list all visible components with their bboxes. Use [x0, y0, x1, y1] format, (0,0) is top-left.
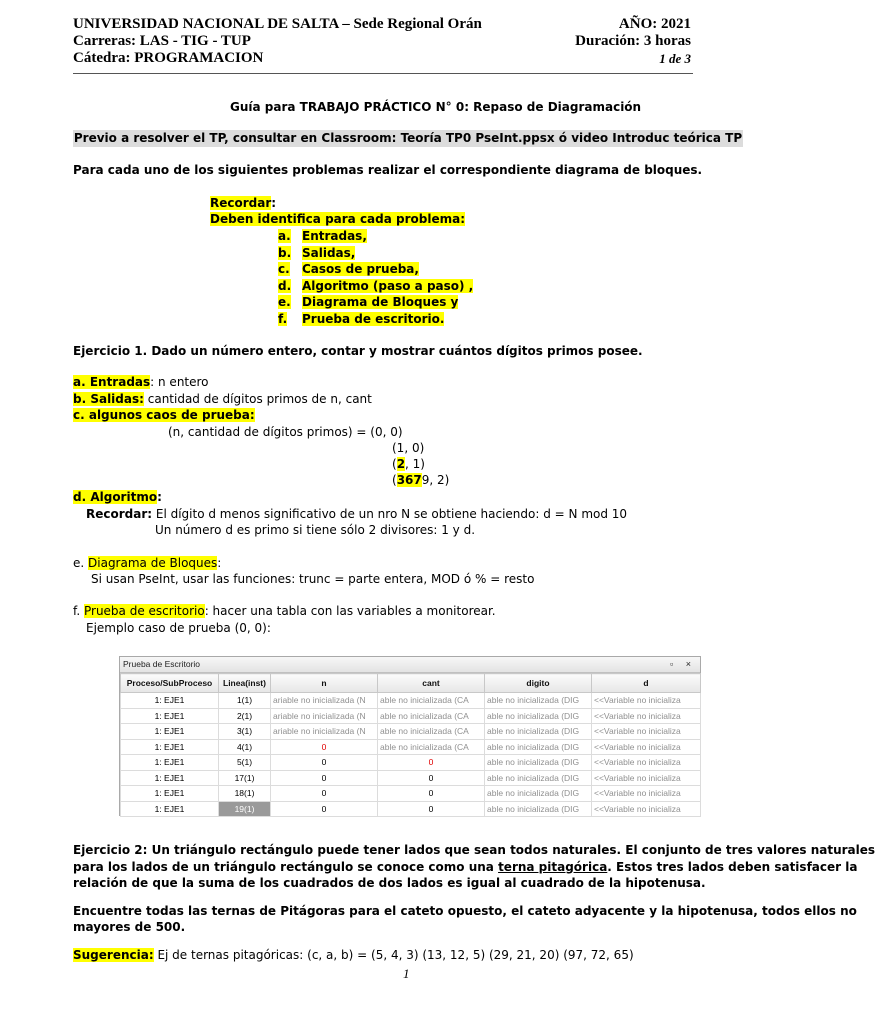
ex2-hint: Sugerencia: Ej de ternas pitagóricas: (c, a, b) = (5, 4, 3) (13, 12, 5) (29, 21, 20) (97, 72, 65) [73, 948, 634, 962]
ex2-line-4: Encuentre todas las ternas de Pitágoras para el cateto opuesto, el cateto adyacente y la hipotenusa, todos ellos no [73, 904, 857, 918]
desk-check-cell-proc: 1: EJE1 [121, 755, 219, 771]
desk-check-cell-cant: 0 [378, 786, 485, 802]
desk-check-column-header[interactable]: digito [485, 674, 592, 693]
classroom-banner: Previo a resolver el TP, consultar en Classroom: Teoría TP0 PseInt.ppsx ó video Introduc teórica TP [73, 131, 743, 145]
desk-check-cell-line: 17(1) [219, 770, 271, 786]
desk-check-cell-digito: able no inicializada (DIG [485, 708, 592, 724]
desk-check-cell-cant: 0 [378, 801, 485, 817]
desk-check-cell-cant: 0 [378, 755, 485, 771]
ex1-case-3: (2, 1) [392, 457, 425, 471]
reminder-item-text: Diagrama de Bloques y [302, 295, 459, 309]
desk-check-row[interactable] [121, 786, 701, 802]
desk-check-row[interactable] [121, 708, 701, 724]
chair-label: Cátedra: PROGRAMACION [73, 50, 264, 66]
desk-check-cell-cant: able no inicializada (CA [378, 724, 485, 740]
desk-check-cell-digito: able no inicializada (DIG [485, 755, 592, 771]
reminder-item-text: Algoritmo (paso a paso) , [302, 278, 474, 293]
desk-check-cell-n: ariable no inicializada (N [271, 724, 378, 740]
reminder-item-letter: e. [278, 295, 291, 309]
desk-check-column-header[interactable]: Linea(inst) [219, 674, 271, 693]
ex1-algorithm-label: d. Algoritmo: [73, 490, 162, 504]
desk-check-cell-proc: 1: EJE1 [121, 724, 219, 740]
desk-check-row[interactable] [121, 739, 701, 755]
desk-check-cell-line: 1(1) [219, 693, 271, 709]
desk-check-cell-cant: able no inicializada (CA [378, 739, 485, 755]
ex2-line-2: para los lados de un triángulo rectángulo se conoce como una terna pitagórica. Estos tres lados deben satisfacer la [73, 860, 858, 874]
desk-check-cell-n: ariable no inicializada (N [271, 708, 378, 724]
ex2-line-5: mayores de 500. [73, 920, 186, 934]
desk-check-cell-line: 2(1) [219, 708, 271, 724]
desk-check-window-title: Prueba de Escritorio [123, 659, 201, 669]
ex1-desk-check-label: f. Prueba de escritorio: hacer una tabla con las variables a monitorear. [73, 604, 496, 618]
desk-check-cell-n: 0 [271, 770, 378, 786]
ex1-case-header: (n, cantidad de dígitos primos) = (0, 0) [168, 425, 403, 439]
desk-check-cell-digito: able no inicializada (DIG [485, 770, 592, 786]
desk-check-cell-d: <<Variable no inicializa [592, 708, 701, 724]
desk-check-cell-cant: able no inicializada (CA [378, 708, 485, 724]
desk-check-cell-d: <<Variable no inicializa [592, 801, 701, 817]
header-rule [73, 73, 693, 74]
window-controls-icon[interactable]: ▫ × [670, 659, 696, 669]
reminder-item-text: Salidas, [302, 245, 356, 260]
desk-check-cell-digito: able no inicializada (DIG [485, 693, 592, 709]
ex1-inputs: a. Entradas: n entero [73, 375, 209, 389]
ex1-pseint-note: Si usan PseInt, usar las funciones: trunc = parte entera, MOD ó % = resto [91, 572, 535, 586]
desk-check-cell-proc: 1: EJE1 [121, 801, 219, 817]
desk-check-cell-proc: 1: EJE1 [121, 786, 219, 802]
reminder-item-text: Casos de prueba, [302, 262, 419, 276]
desk-check-cell-d: <<Variable no inicializa [592, 770, 701, 786]
desk-check-cell-n: 0 [271, 755, 378, 771]
page-of-label: 1 de 3 [659, 51, 691, 66]
university-name: UNIVERSIDAD NACIONAL DE SALTA – Sede Regional Orán [73, 16, 482, 32]
reminder-lead: Deben identifica para cada problema: [210, 212, 466, 226]
reminder-item-text: Entradas, [302, 229, 367, 243]
desk-check-cell-n: 0 [271, 801, 378, 817]
desk-check-column-header[interactable]: d [592, 674, 701, 693]
desk-check-row[interactable] [121, 693, 701, 709]
desk-check-cell-d: <<Variable no inicializa [592, 693, 701, 709]
desk-check-cell-d: <<Variable no inicializa [592, 786, 701, 802]
desk-check-cell-line: 3(1) [219, 724, 271, 740]
reminder-item-text: Prueba de escritorio. [302, 311, 445, 326]
desk-check-cell-n: 0 [271, 786, 378, 802]
desk-check-body [121, 693, 701, 817]
desk-check-cell-digito: able no inicializada (DIG [485, 724, 592, 740]
terna-pitagorica-term: terna pitagórica [498, 860, 608, 874]
page-number: 1 [403, 966, 410, 981]
careers-label: Carreras: LAS - TIG - TUP [73, 33, 251, 49]
desk-check-cell-d: <<Variable no inicializa [592, 739, 701, 755]
desk-check-header-row [121, 674, 701, 693]
desk-check-cell-line: 19(1) [219, 801, 271, 817]
reminder-item-letter: c. [278, 262, 290, 276]
guide-title: Guía para TRABAJO PRÁCTICO N° 0: Repaso de Diagramación [230, 100, 642, 114]
desk-check-cell-cant: able no inicializada (CA [378, 693, 485, 709]
desk-check-cell-d: <<Variable no inicializa [592, 755, 701, 771]
reminder-title: Recordar: [210, 196, 277, 210]
intro-text: Para cada uno de los siguientes problemas realizar el correspondiente diagrama de bloques. [73, 163, 703, 177]
desk-check-row[interactable] [121, 724, 701, 740]
desk-check-column-header[interactable]: n [271, 674, 378, 693]
desk-check-cell-n: 0 [271, 739, 378, 755]
desk-check-table [120, 673, 701, 817]
desk-check-cell-digito: able no inicializada (DIG [485, 801, 592, 817]
desk-check-cell-proc: 1: EJE1 [121, 739, 219, 755]
ex1-prime-note: Un número d es primo si tiene sólo 2 divisores: 1 y d. [155, 523, 476, 537]
desk-check-row[interactable] [121, 801, 701, 817]
ex1-recordar: Recordar: El dígito d menos significativo de un nro N se obtiene haciendo: d = N mod 10 [86, 507, 628, 521]
desk-check-window [119, 656, 701, 816]
ex1-case-2: (1, 0) [392, 441, 425, 455]
desk-check-column-header[interactable]: cant [378, 674, 485, 693]
reminder-item-letter: b. [278, 245, 292, 260]
ex1-test-cases-label: c. algunos caos de prueba: [73, 408, 255, 422]
ex2-line-1: Ejercicio 2: Un triángulo rectángulo puede tener lados que sean todos naturales. El conjunto de tres valores naturales [73, 843, 875, 857]
reminder-item-letter: f. [278, 311, 288, 326]
desk-check-cell-proc: 1: EJE1 [121, 770, 219, 786]
desk-check-row[interactable] [121, 770, 701, 786]
desk-check-cell-line: 4(1) [219, 739, 271, 755]
desk-check-cell-n: ariable no inicializada (N [271, 693, 378, 709]
ex1-desk-check-example: Ejemplo caso de prueba (0, 0): [86, 621, 271, 635]
ex1-outputs: b. Salidas: cantidad de dígitos primos de n, cant [73, 392, 372, 406]
ex1-case-4: (3679, 2) [392, 473, 450, 487]
desk-check-cell-proc: 1: EJE1 [121, 708, 219, 724]
ex1-title: Ejercicio 1. Dado un número entero, contar y mostrar cuántos dígitos primos posee. [73, 344, 643, 358]
ex1-diagram-label: e. Diagrama de Bloques: [73, 556, 222, 570]
desk-check-column-header[interactable]: Proceso/SubProceso [121, 674, 219, 693]
duration-label: Duración: 3 horas [575, 33, 691, 49]
desk-check-cell-line: 18(1) [219, 786, 271, 802]
desk-check-cell-d: <<Variable no inicializa [592, 724, 701, 740]
reminder-item-letter: d. [278, 278, 292, 293]
desk-check-row[interactable] [121, 755, 701, 771]
desk-check-cell-digito: able no inicializada (DIG [485, 786, 592, 802]
desk-check-cell-proc: 1: EJE1 [121, 693, 219, 709]
desk-check-titlebar [120, 657, 700, 673]
desk-check-cell-digito: able no inicializada (DIG [485, 739, 592, 755]
reminder-item-letter: a. [278, 229, 291, 243]
year-label: AÑO: 2021 [618, 16, 691, 32]
ex2-line-3: relación de que la suma de los cuadrados de dos lados es igual al cuadrado de la hipotenusa. [73, 876, 706, 890]
desk-check-cell-cant: 0 [378, 770, 485, 786]
desk-check-cell-line: 5(1) [219, 755, 271, 771]
